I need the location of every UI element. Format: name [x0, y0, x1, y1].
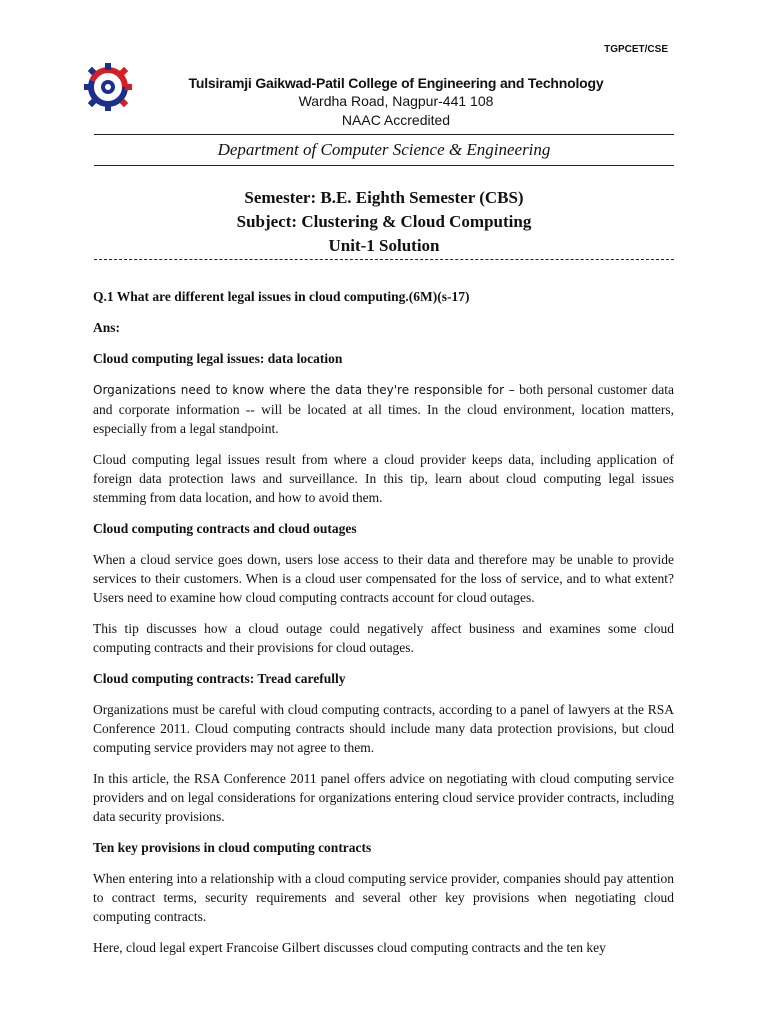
paragraph: In this article, the RSA Conference 2011 panel offers advice on negotiating with cloud computing service providers and on legal considerations for organizations entering cloud service provider contracts, including data security provisions.: [93, 771, 674, 824]
question-text: Q.1 What are different legal issues in cloud computing.(6M)(s-17): [93, 289, 470, 304]
college-name: Tulsiramji Gaikwad-Patil College of Engineering and Technology: [188, 75, 604, 91]
section-title: Cloud computing legal issues: data location: [93, 351, 343, 366]
document-heading: [94, 186, 674, 258]
college-logo-icon: [84, 63, 132, 111]
section-title: Cloud computing contracts and cloud outages: [93, 521, 357, 536]
paragraph: Cloud computing legal issues result from where a cloud provider keeps data, including application of foreign data protection laws and surveillance. In this tip, learn about cloud computing legal issues stemming from data location, and how to avoid them.: [93, 452, 674, 505]
paragraph: [93, 380, 674, 438]
college-header: [140, 74, 652, 130]
paragraph: This tip discusses how a cloud outage could negatively affect business and examines some cloud computing contracts and their provisions for cloud outages.: [93, 621, 674, 655]
paragraph-rest: both personal customer data and corporate information -- will be located at all times. In the cloud environment, location matters, especially from a legal standpoint.: [93, 382, 674, 436]
section-title: Cloud computing contracts: Tread carefully: [93, 671, 346, 686]
document-body: [93, 287, 674, 969]
paragraph: When entering into a relationship with a cloud computing service provider, companies should pay attention to contract terms, security requirements and several other key provisions when negotiating cloud computing contracts.: [93, 871, 674, 924]
college-accreditation: NAAC Accredited: [341, 112, 451, 128]
paragraph: Organizations must be careful with cloud computing contracts, according to a panel of lawyers at the RSA Conference 2011. Cloud computing contracts should include many data protection provisions, but cloud computing service providers may not agree to them.: [93, 702, 674, 755]
paragraph: Here, cloud legal expert Francoise Gilbert discusses cloud computing contracts and the ten key: [93, 940, 606, 955]
department-name: Department of Computer Science & Engineering: [217, 140, 551, 159]
answer-label: Ans:: [93, 320, 121, 335]
unit-line: Unit-1 Solution: [328, 236, 440, 255]
header-divider-top: [94, 134, 674, 135]
document-code: TGPCET/CSE: [604, 44, 668, 55]
college-address: Wardha Road, Nagpur-441 108: [298, 93, 494, 109]
semester-line: Semester: B.E. Eighth Semester (CBS): [244, 188, 524, 207]
paragraph: When a cloud service goes down, users lose access to their data and therefore may be unable to provide services to their customers. When is a cloud user compensated for the loss of service, and to what extent? Users need to examine how cloud computing contracts account for cloud outages.: [93, 552, 674, 605]
paragraph-lead: Organizations need to know where the data they're responsible for –: [93, 383, 515, 397]
section-title: Ten key provisions in cloud computing contracts: [93, 840, 372, 855]
dashed-separator: [94, 259, 674, 260]
subject-line: Subject: Clustering & Cloud Computing: [236, 212, 532, 231]
header-divider-bottom: [94, 165, 674, 166]
